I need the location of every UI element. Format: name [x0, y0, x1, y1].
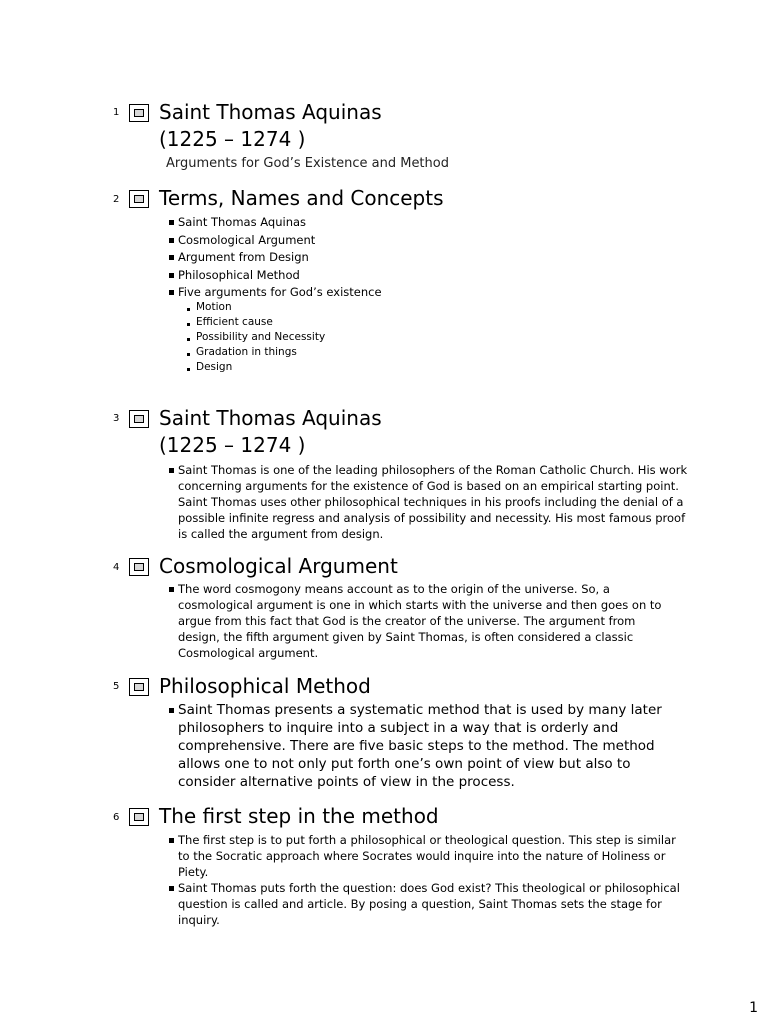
- title-line: Saint Thomas Aquinas: [159, 100, 382, 124]
- list-item: The first step is to put forth a philosophical or theological question. This step is similar to the Socratic approach where Socrates would inquire into the nature of Holiness or Piety.: [168, 832, 683, 880]
- list-item: Possibility and Necessity: [186, 330, 586, 345]
- bullet-list: [168, 832, 683, 928]
- slide-title: Terms, Names and Concepts: [159, 186, 444, 210]
- slide-title: Philosophical Method: [159, 674, 371, 698]
- bullet-list: [168, 214, 688, 302]
- bullet-list: [168, 701, 668, 791]
- bullet-list: [168, 581, 676, 661]
- list-item: Saint Thomas puts forth the question: does God exist? This theological or philosophical question is called and article. By posing a question, Saint Thomas sets the stage for inquiry.: [168, 880, 683, 928]
- list-item: Five arguments for God’s existence: [168, 284, 688, 302]
- slide-title: The first step in the method: [159, 804, 439, 828]
- slide-number: 5: [113, 681, 120, 692]
- slide-number: 1: [113, 107, 120, 118]
- list-item: Argument from Design: [168, 249, 688, 267]
- list-item: Saint Thomas is one of the leading philosophers of the Roman Catholic Church. His work concerning arguments for the existence of God is based on an empirical starting point. Saint Thomas uses other philosophical techniques in his proofs including the denial of a possible infinite regress and analysis of possibility and necessity. His most famous proof is called the argument from design.: [168, 462, 690, 542]
- slide-thumbnail-icon: [129, 104, 149, 122]
- title-line: Saint Thomas Aquinas: [159, 406, 382, 430]
- list-item: Efficient cause: [186, 315, 586, 330]
- slide-number: 6: [113, 812, 120, 823]
- list-item: Gradation in things: [186, 345, 586, 360]
- list-item: Saint Thomas presents a systematic method that is used by many later philosophers to inquire into a subject in a way that is orderly and comprehensive. There are five basic steps to the method. The method allows one to not only put forth one’s own point of view but also to consider alternative points of view in the process.: [168, 701, 668, 791]
- slide-title: Cosmological Argument: [159, 554, 398, 578]
- bullet-list: [168, 462, 690, 542]
- slide-number: 4: [113, 562, 120, 573]
- slide-number: 3: [113, 413, 120, 424]
- title-line: (1225 – 1274 ): [159, 433, 306, 457]
- page-number: 1: [749, 1000, 758, 1016]
- slide-thumbnail-icon: [129, 190, 149, 208]
- slide-title: [159, 405, 382, 459]
- sub-bullet-list: [186, 300, 586, 375]
- slide-number: 2: [113, 194, 120, 205]
- slide-subtitle: Arguments for God’s Existence and Method: [166, 156, 449, 171]
- slide-thumbnail-icon: [129, 808, 149, 826]
- list-item: Philosophical Method: [168, 267, 688, 285]
- list-item: The word cosmogony means account as to the origin of the universe. So, a cosmological argument is one in which starts with the universe and then goes on to argue from this fact that God is the creator of the universe. The argument from design, the fifth argument given by Saint Thomas, is often considered a classic Cosmological argument.: [168, 581, 676, 661]
- slide-thumbnail-icon: [129, 678, 149, 696]
- list-item: Cosmological Argument: [168, 232, 688, 250]
- title-line: (1225 – 1274 ): [159, 127, 306, 151]
- list-item: Design: [186, 360, 586, 375]
- slide-thumbnail-icon: [129, 410, 149, 428]
- slide-thumbnail-icon: [129, 558, 149, 576]
- slide-title: [159, 99, 382, 153]
- list-item: Saint Thomas Aquinas: [168, 214, 688, 232]
- list-item: Motion: [186, 300, 586, 315]
